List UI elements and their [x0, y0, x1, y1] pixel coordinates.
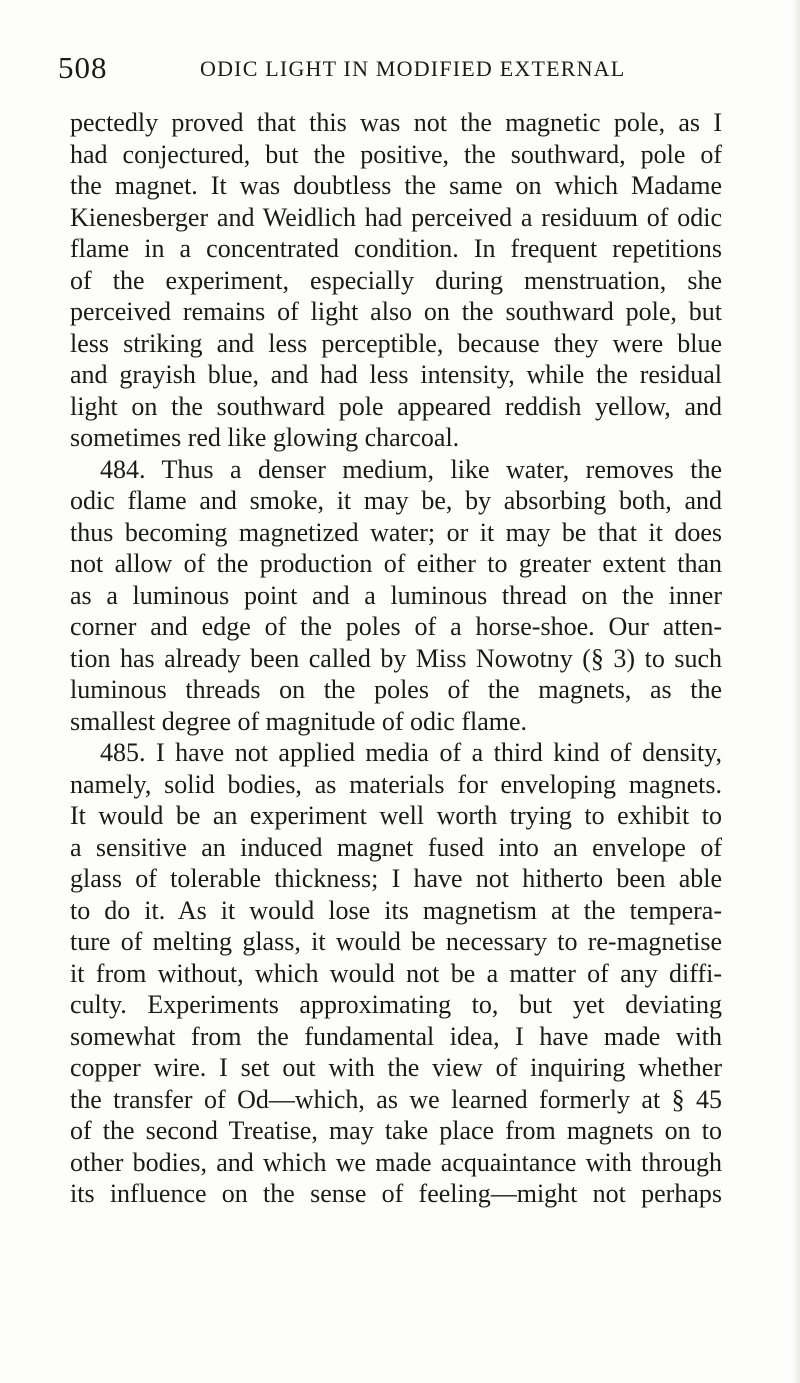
text-line: as a luminous point and a luminous thread on the inner — [70, 580, 722, 610]
page-number: 508 — [58, 50, 108, 85]
running-title: ODIC LIGHT IN MODIFIED EXTERNAL — [200, 56, 626, 81]
page-header — [58, 50, 758, 90]
text-line: ture of melting glass, it would be necessary to re-magnetise — [70, 927, 722, 956]
text-line: to do it. As it would lose its magnetism at the tempera- — [70, 895, 722, 925]
text-line: odic flame and smoke, it may be, by absorbing both, and — [70, 486, 722, 515]
text-line: luminous threads on the poles of the magnets, as the — [70, 675, 722, 704]
text-line: of the second Treatise, may take place from magnets on to — [70, 1116, 722, 1145]
page-edge-shadow — [792, 0, 800, 1383]
text-line: perceived remains of light also on the southward pole, but — [70, 297, 722, 326]
text-line: somewhat from the fundamental idea, I have made with — [70, 1021, 722, 1051]
text-line: smallest degree of magnitude of odic flame. — [70, 706, 528, 736]
text-line: it from without, which would not be a matter of any diffi- — [70, 958, 722, 988]
text-line: Kienesberger and Weidlich had perceived a residuum of odic — [70, 202, 722, 232]
text-line: It would be an experiment well worth trying to exhibit to — [70, 801, 722, 830]
text-line: the transfer of Od—which, as we learned formerly at § 45 — [70, 1084, 722, 1114]
text-line: pectedly proved that this was not the magnetic pole, as I — [70, 108, 722, 137]
text-line: sometimes red like glowing charcoal. — [70, 423, 460, 452]
text-line: corner and edge of the poles of a horse-shoe. Our atten- — [70, 612, 722, 641]
text-line: tion has already been called by Miss Nowotny (§ 3) to such — [70, 643, 722, 673]
text-line: light on the southward pole appeared reddish yellow, and — [70, 391, 722, 421]
text-line: of the experiment, especially during menstruation, she — [70, 265, 722, 295]
text-line: a sensitive an induced magnet fused into an envelope of — [70, 832, 722, 862]
text-line: culty. Experiments approximating to, but yet deviating — [70, 990, 722, 1019]
text-line: other bodies, and which we made acquaintance with through — [70, 1147, 722, 1177]
text-line: less striking and less perceptible, because they were blue — [70, 328, 722, 358]
text-line: not allow of the production of either to greater extent than — [70, 549, 722, 578]
text-line: and grayish blue, and had less intensity, while the residual — [70, 360, 722, 389]
text-line: flame in a concentrated condition. In frequent repetitions — [70, 234, 722, 263]
text-line: its influence on the sense of feeling—might not perhaps — [70, 1179, 722, 1208]
text-line: 484. Thus a denser medium, like water, removes the — [100, 454, 722, 484]
text-line: glass of tolerable thickness; I have not hitherto been able — [70, 864, 722, 893]
text-line: the magnet. It was doubtless the same on which Madame — [70, 171, 722, 200]
text-line: 485. I have not applied media of a third kind of density, — [100, 738, 722, 767]
body-text — [70, 107, 722, 1210]
text-line: had conjectured, but the positive, the southward, pole of — [70, 139, 722, 169]
text-line: namely, solid bodies, as materials for enveloping magnets. — [70, 769, 722, 799]
text-line: thus becoming magnetized water; or it may be that it does — [70, 517, 722, 547]
text-line: copper wire. I set out with the view of inquiring whether — [70, 1053, 722, 1082]
